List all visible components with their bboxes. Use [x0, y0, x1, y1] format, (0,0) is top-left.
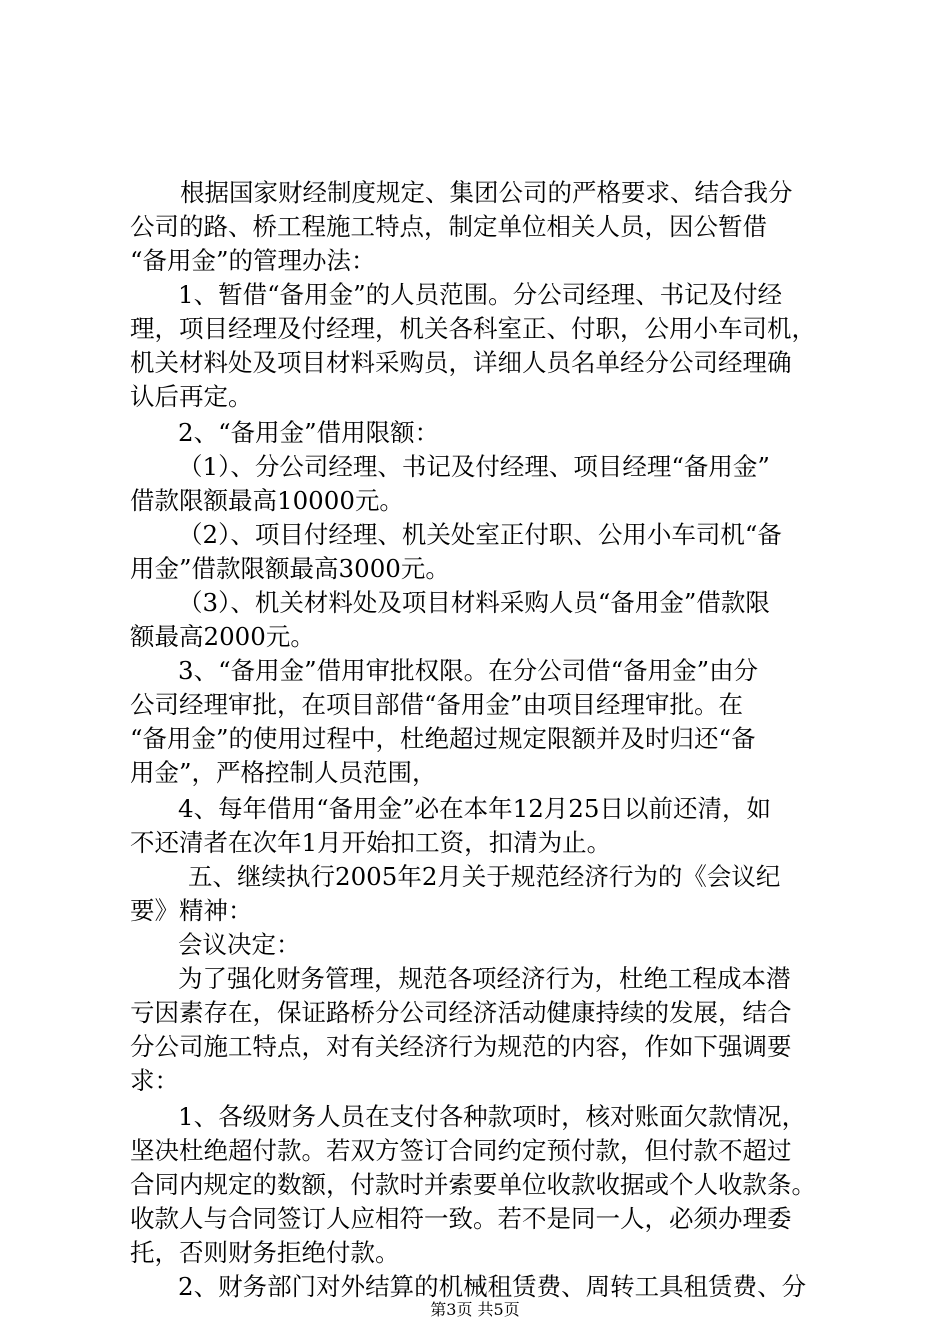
body-line: 公司经理审批，在项目部借“备用金”由项目经理审批。在 — [130, 690, 744, 719]
body-line: 求： — [130, 1066, 179, 1095]
body-line: 亏因素存在，保证路桥分公司经济活动健康持续的发展，结合 — [130, 998, 792, 1027]
body-line: 用金”，严格控制人员范围， — [130, 758, 437, 787]
body-line: 认后再定。 — [130, 382, 253, 411]
body-line: 根据国家财经制度规定、集团公司的严格要求、结合我分 — [180, 178, 793, 207]
body-line: （2）、项目付经理、机关处室正付职、公用小车司机“备 — [178, 520, 782, 549]
body-line: （1）、分公司经理、书记及付经理、项目经理“备用金” — [178, 452, 770, 481]
body-line: 为了强化财务管理，规范各项经济行为，杜绝工程成本潜 — [178, 964, 791, 993]
body-line: 2、财务部门对外结算的机械租赁费、周转工具租赁费、分 — [178, 1272, 807, 1301]
body-line: 坚决杜绝超付款。若双方签订合同约定预付款，但付款不超过 — [130, 1136, 792, 1165]
body-line: 公司的路、桥工程施工特点，制定单位相关人员，因公暂借 — [130, 212, 767, 241]
body-line: “备用金”的使用过程中，杜绝超过规定限额并及时归还“备 — [130, 724, 756, 753]
body-line: 要》精神： — [130, 896, 253, 925]
page-number-footer: 第3页 共5页 — [430, 1300, 520, 1319]
body-line: 借款限额最高10000元。 — [130, 486, 404, 515]
body-line: 收款人与合同签订人应相符一致。若不是同一人，必须办理委 — [130, 1204, 792, 1233]
body-line: 3、“备用金”借用审批权限。在分公司借“备用金”由分 — [178, 656, 759, 685]
body-line: 理，项目经理及付经理，机关各科室正、付职，公用小车司机， — [130, 314, 816, 343]
body-line: 分公司施工特点，对有关经济行为规范的内容，作如下强调要 — [130, 1032, 792, 1061]
body-line: 1、各级财务人员在支付各种款项时，核对账面欠款情况， — [178, 1102, 807, 1131]
body-line: 不还清者在次年1月开始扣工资，扣清为止。 — [130, 828, 612, 857]
body-line: 1、暂借“备用金”的人员范围。分公司经理、书记及付经 — [178, 280, 783, 309]
body-line: 托，否则财务拒绝付款。 — [130, 1238, 400, 1267]
body-line: （3）、机关材料处及项目材料采购人员“备用金”借款限 — [178, 588, 770, 617]
body-line: 五、继续执行2005年2月关于规范经济行为的《会议纪 — [188, 862, 781, 891]
body-line: “备用金”的管理办法： — [130, 246, 376, 275]
body-line: 2、“备用金”借用限额： — [178, 418, 440, 447]
body-line: 机关材料处及项目材料采购员，详细人员名单经分公司经理确 — [130, 348, 792, 377]
body-line: 用金”借款限额最高3000元。 — [130, 554, 450, 583]
body-line: 4、每年借用“备用金”必在本年12月25日以前还清，如 — [178, 794, 771, 823]
body-line: 额最高2000元。 — [130, 622, 315, 651]
body-line: 会议决定： — [178, 930, 301, 959]
body-line: 合同内规定的数额，付款时并索要单位收款收据或个人收款条。 — [130, 1170, 816, 1199]
